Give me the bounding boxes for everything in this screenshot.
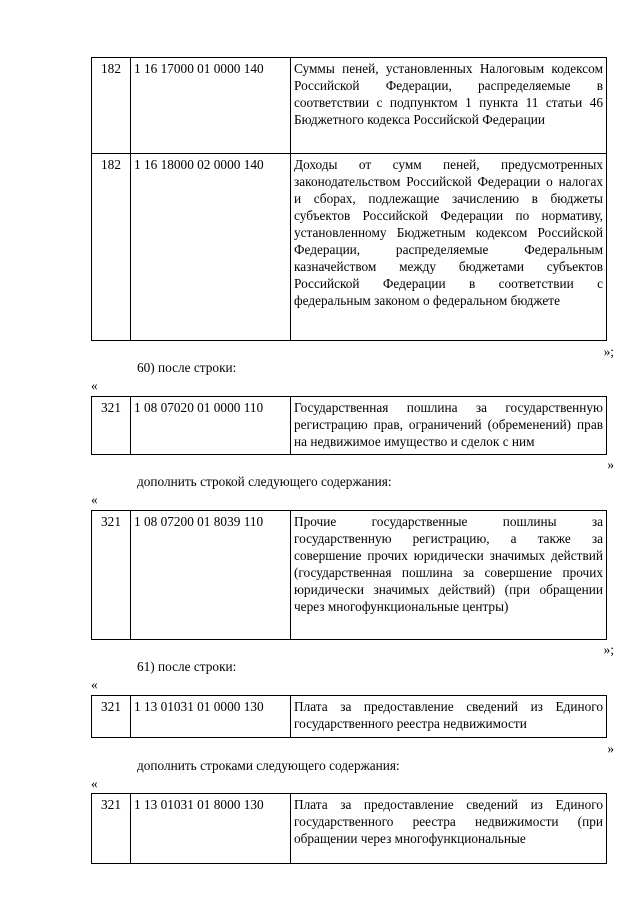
admin-code-cell: 321 bbox=[92, 794, 131, 864]
closing-quote: »; bbox=[603, 344, 614, 359]
admin-code-cell: 182 bbox=[92, 58, 131, 154]
table-budget-codes-3 bbox=[91, 510, 607, 640]
kbk-code-cell: 1 13 01031 01 0000 130 bbox=[131, 696, 291, 738]
kbk-code-cell: 1 08 07200 01 8039 110 bbox=[131, 511, 291, 640]
opening-quote: « bbox=[91, 776, 98, 791]
kbk-code-cell: 1 16 17000 01 0000 140 bbox=[131, 58, 291, 154]
kbk-code-cell: 1 16 18000 02 0000 140 bbox=[131, 154, 291, 341]
kbk-code-cell: 1 08 07020 01 0000 110 bbox=[131, 397, 291, 455]
table-budget-codes-1 bbox=[91, 57, 607, 341]
admin-code-cell: 182 bbox=[92, 154, 131, 341]
opening-quote: « bbox=[91, 378, 98, 393]
income-name-cell: Доходы от сумм пеней, предусмотренных законодательством Российской Федерации о налогах и сборах, подлежащие зачислению в бюджеты субъектов Российской Федерации по нормативу, установленному Бюджетным кодексом Российской Федерации, распределяемые Федеральным казначейством между бюджетами субъектов Российской Федерации в соответствии с федеральным законом о федеральном бюджете bbox=[291, 154, 607, 341]
item-60-text: 60) после строки: bbox=[137, 360, 237, 375]
income-name-cell: Прочие государственные пошлины за государственную регистрацию, а также за совершение прочих юридически значимых действий (государственная пошлина за совершение прочих юридически значимых действий) (при обращении через многофункциональные центры) bbox=[291, 511, 607, 640]
income-name-cell: Суммы пеней, установленных Налоговым кодексом Российской Федерации, распределяемые в соответствии с подпунктом 1 пункта 11 статьи 46 Бюджетного кодекса Российской Федерации bbox=[291, 58, 607, 154]
closing-quote: » bbox=[607, 741, 614, 756]
table-row bbox=[92, 397, 607, 455]
table-row bbox=[92, 794, 607, 864]
table-budget-codes-4 bbox=[91, 695, 607, 738]
closing-quote: » bbox=[607, 457, 614, 472]
income-name-cell: Плата за предоставление сведений из Единого государственного реестра недвижимости (при обращении через многофункциональные bbox=[291, 794, 607, 864]
table-budget-codes-2 bbox=[91, 396, 607, 455]
kbk-code-cell: 1 13 01031 01 8000 130 bbox=[131, 794, 291, 864]
table-row bbox=[92, 58, 607, 154]
supplement-row-text: дополнить строкой следующего содержания: bbox=[137, 474, 392, 489]
admin-code-cell: 321 bbox=[92, 397, 131, 455]
table-budget-codes-5 bbox=[91, 793, 607, 864]
opening-quote: « bbox=[91, 677, 98, 692]
table-row bbox=[92, 154, 607, 341]
admin-code-cell: 321 bbox=[92, 696, 131, 738]
supplement-rows-text: дополнить строками следующего содержания: bbox=[137, 758, 400, 773]
table-row bbox=[92, 511, 607, 640]
income-name-cell: Плата за предоставление сведений из Единого государственного реестра недвижимости bbox=[291, 696, 607, 738]
admin-code-cell: 321 bbox=[92, 511, 131, 640]
opening-quote: « bbox=[91, 492, 98, 507]
item-61-text: 61) после строки: bbox=[137, 659, 237, 674]
closing-quote: »; bbox=[603, 642, 614, 657]
income-name-cell: Государственная пошлина за государственную регистрацию прав, ограничений (обременений) прав на недвижимое имущество и сделок с ним bbox=[291, 397, 607, 455]
table-row bbox=[92, 696, 607, 738]
